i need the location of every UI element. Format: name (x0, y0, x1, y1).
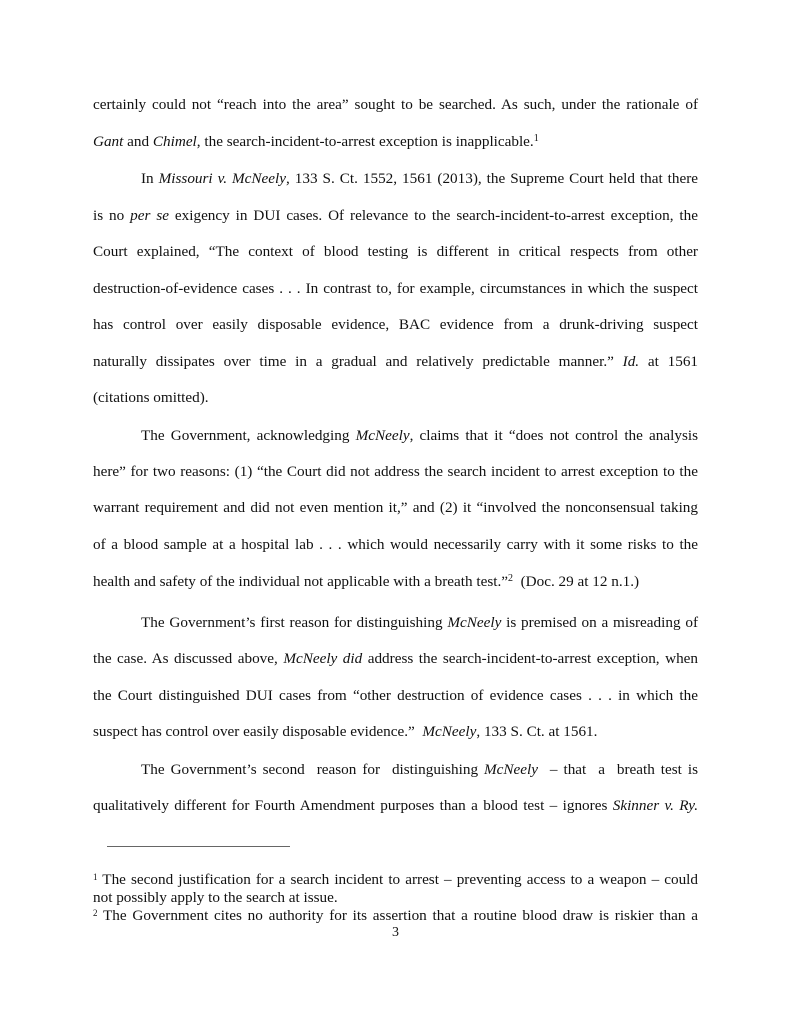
body-line (93, 133, 698, 151)
text: address the search-incident-to-arrest exception, when (362, 650, 698, 667)
body-line: here” for two reasons: (1) “the Court did not address the search incident to arrest exception to the (93, 463, 698, 480)
body-line: warrant requirement and did not even mention it,” and (2) it “involved the nonconsensual taking (93, 499, 698, 516)
body-line (93, 723, 698, 741)
text: , 133 S. Ct. at 1561. (476, 723, 598, 740)
body-line: the Court distinguished DUI cases from “other destruction of evidence cases . . . in which the (93, 687, 698, 704)
text: In (141, 170, 159, 187)
text: (Doc. 29 at 12 n.1.) (513, 573, 640, 590)
body-line (93, 797, 698, 815)
body-line: Court explained, “The context of blood testing is different in critical respects from other (93, 243, 698, 260)
text: , 133 S. Ct. 1552, 1561 (2013), the Supreme Court held that there (286, 170, 698, 187)
footnote-line (93, 907, 698, 925)
body-line (141, 761, 698, 779)
text: The Government, acknowledging (141, 427, 356, 444)
footnote-line: not possibly apply to the search at issue. (93, 889, 338, 906)
body-line: (citations omitted). (93, 389, 209, 406)
emphasis: per se (130, 207, 169, 224)
text: and (123, 133, 153, 150)
footnote-ref: 2 (508, 573, 513, 584)
case-name: McNeely (484, 761, 538, 778)
body-line: has control over easily disposable evidence, BAC evidence from a drunk-driving suspect (93, 316, 698, 333)
text: The Government cites no authority for its assertion that a routine blood draw is riskier than a (97, 907, 698, 924)
case-name: Chimel (152, 133, 197, 150)
text: The Government’s first reason for distinguishing (141, 614, 448, 631)
citation-id: Id. (622, 353, 640, 370)
text: The Government’s second reason for distinguishing (141, 761, 485, 778)
text: is no (93, 207, 131, 224)
text: – that a breath test is (537, 761, 698, 778)
case-name: Skinner v. Ry. (612, 797, 698, 814)
text: The second justification for a search incident to arrest – preventing access to a weapon – could (97, 871, 698, 888)
body-line (93, 573, 698, 591)
text: health and safety of the individual not applicable with a breath test.” (93, 573, 508, 590)
footnote-ref: 1 (533, 133, 539, 144)
text: suspect has control over easily disposable evidence.” (93, 723, 423, 740)
body-line (141, 427, 698, 445)
footnote-number: 2 (93, 908, 98, 918)
body-line (93, 207, 698, 225)
footnote-number: 1 (93, 872, 98, 882)
case-name: McNeely (422, 723, 477, 740)
body-line: of a blood sample at a hospital lab . . . which would necessarily carry with it some risks to the (93, 536, 698, 553)
text: , claims that it “does not control the analysis (409, 427, 698, 444)
text: at 1561 (639, 353, 699, 370)
text: the case. As discussed above, (93, 650, 284, 667)
text: exigency in DUI cases. Of relevance to the search-incident-to-arrest exception, the (169, 207, 698, 224)
body-line (93, 353, 698, 371)
text: naturally dissipates over time in a gradual and relatively predictable manner.” (93, 353, 623, 370)
case-name: Gant (93, 133, 124, 150)
footnote-line (93, 871, 698, 889)
body-line: certainly could not “reach into the area” sought to be searched. As such, under the rationale of (93, 96, 698, 113)
body-line (93, 650, 698, 668)
text: qualitatively different for Fourth Amendment purposes than a blood test – ignores (93, 797, 613, 814)
body-line (141, 170, 698, 188)
text: , the search-incident-to-arrest exception is inapplicable. (196, 133, 534, 150)
page-number: 3 (392, 925, 399, 940)
footnote-separator (107, 846, 290, 847)
case-name: McNeely did (283, 650, 363, 667)
case-name: McNeely (447, 614, 502, 631)
text: is premised on a misreading of (501, 614, 698, 631)
body-line (141, 614, 698, 632)
case-name: McNeely (355, 427, 410, 444)
case-name: Missouri v. McNeely (158, 170, 286, 187)
body-line: destruction-of-evidence cases . . . In contrast to, for example, circumstances in which the suspect (93, 280, 698, 297)
